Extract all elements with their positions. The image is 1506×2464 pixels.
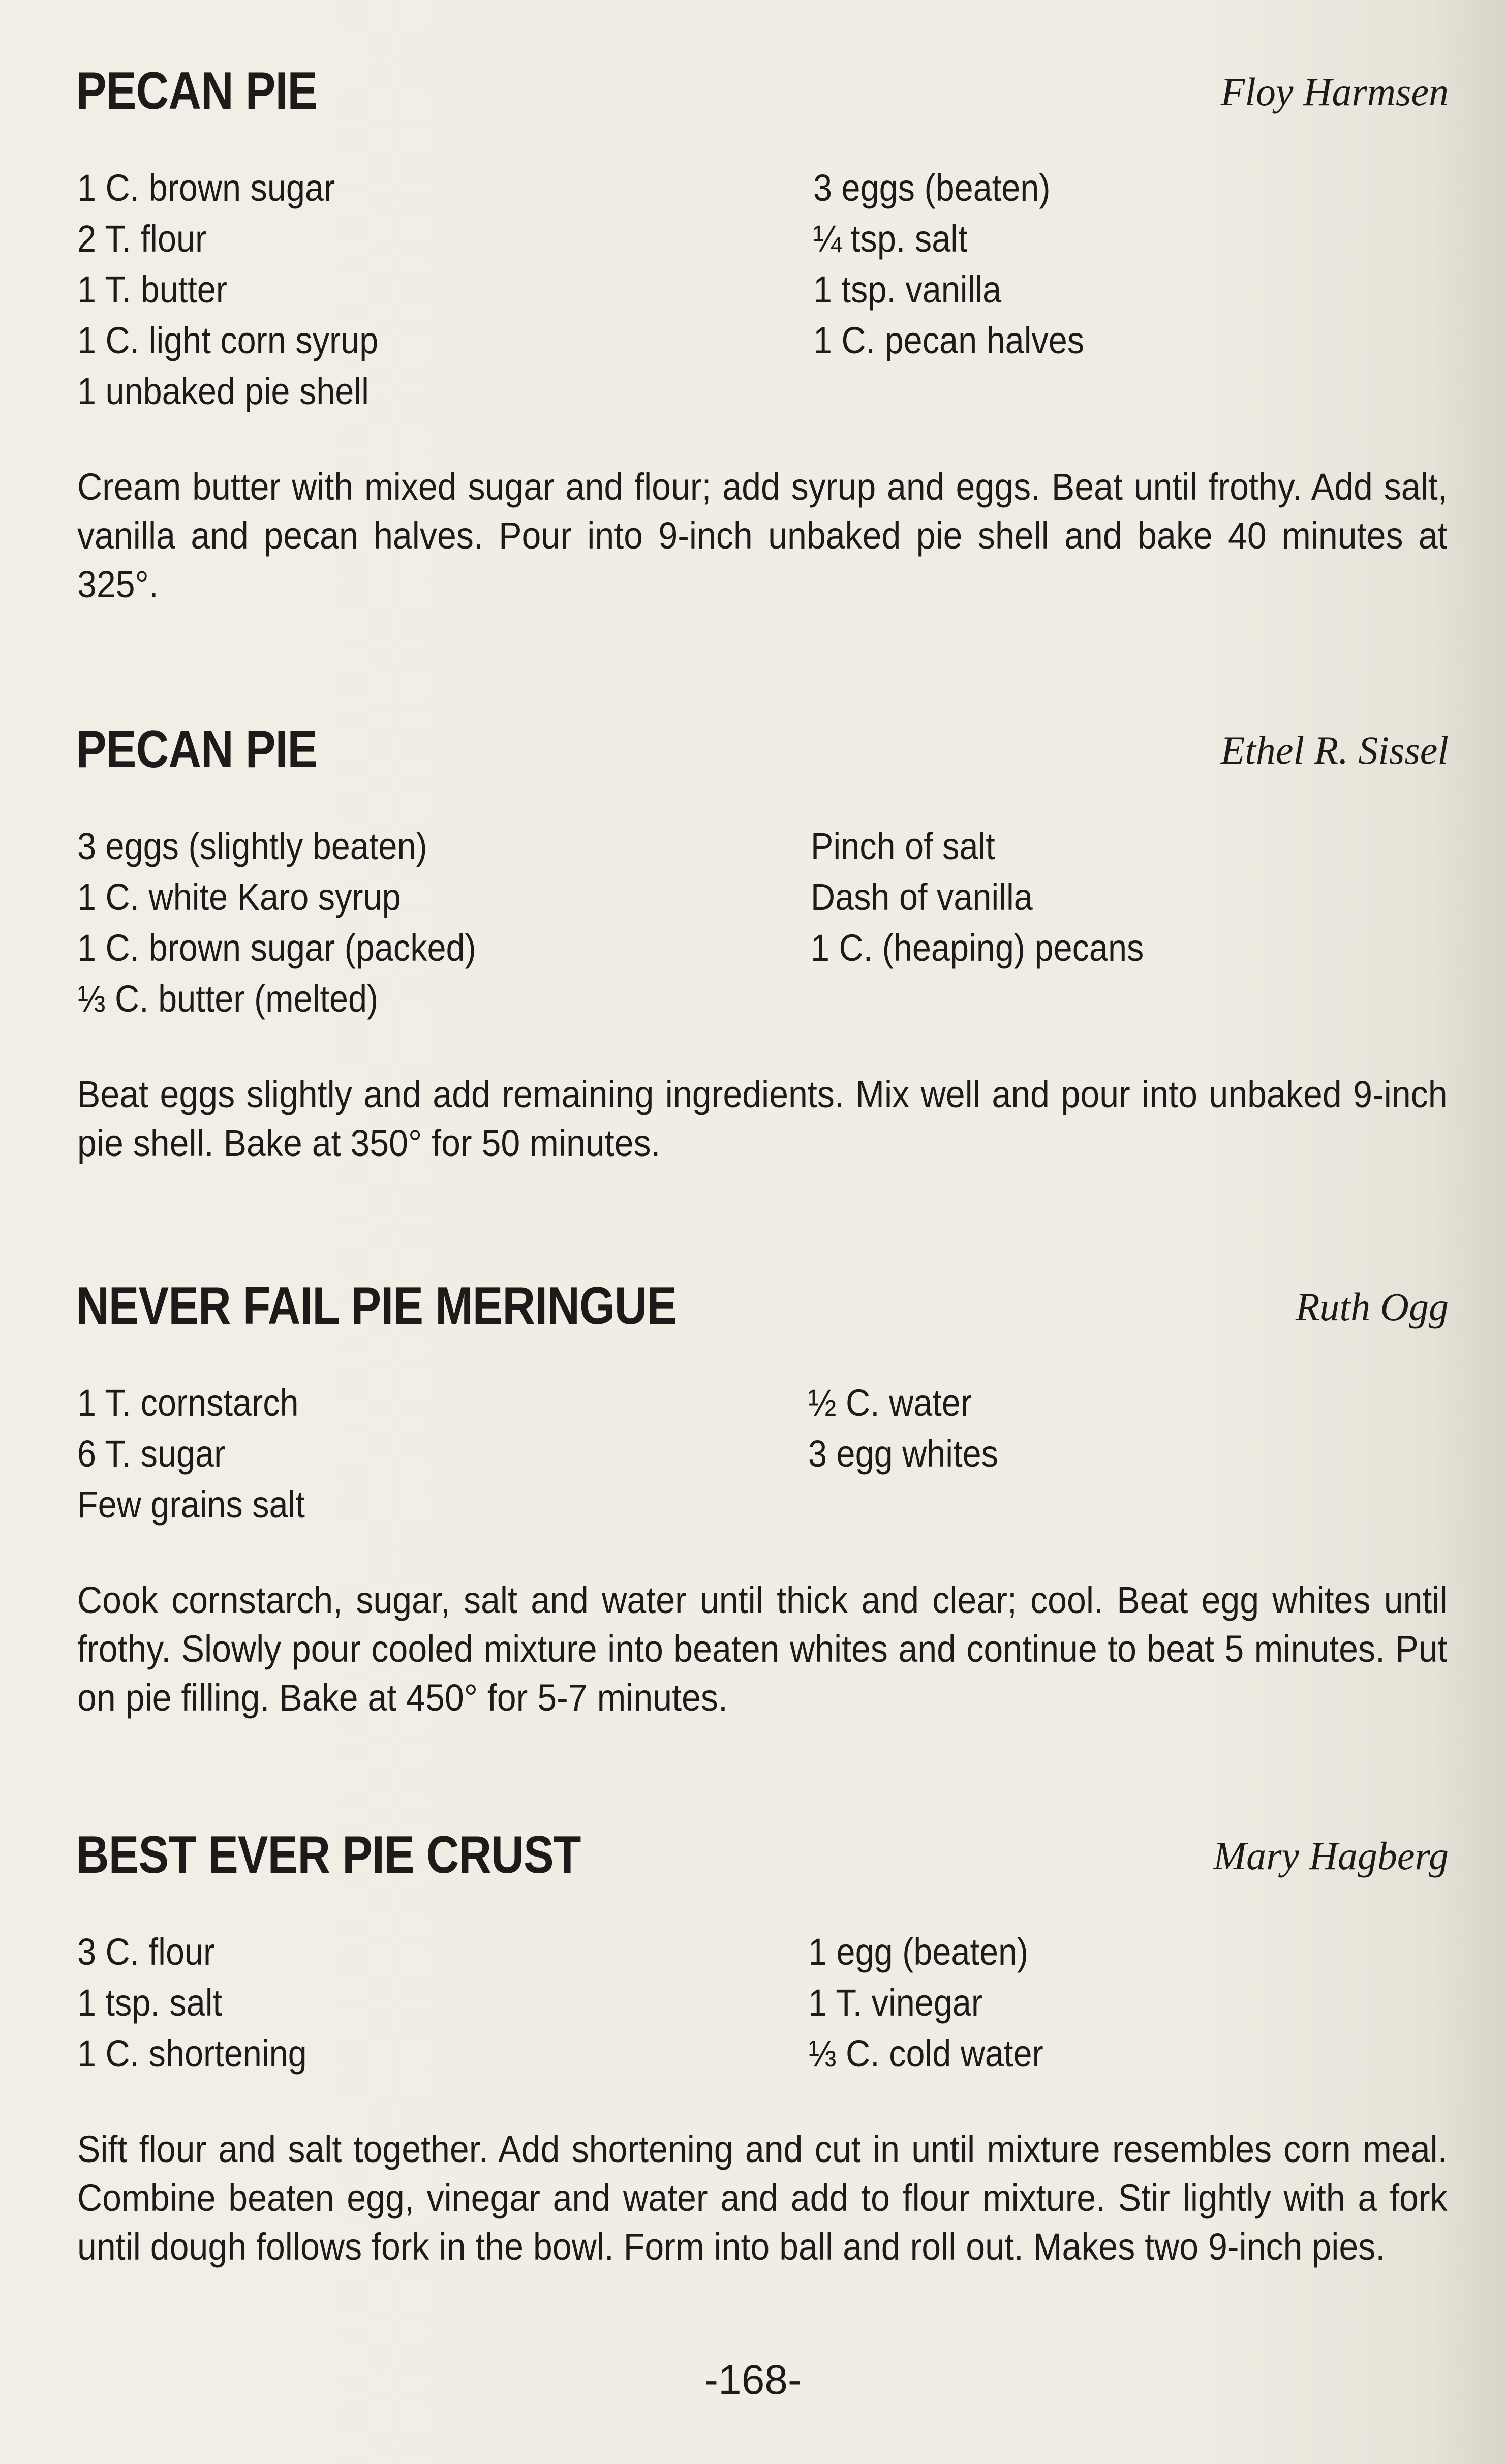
recipe-header xyxy=(76,1276,1449,1347)
recipe-best-ever-pie-crust xyxy=(76,1825,1449,2268)
ingredient: 6 T. sugar xyxy=(77,1433,226,1475)
recipe-pecan-pie-sissel xyxy=(76,719,1449,1164)
ingredients-right xyxy=(808,1378,1020,1479)
recipe-title: PECAN PIE xyxy=(76,720,318,779)
page-number: -168- xyxy=(704,2357,802,2403)
recipe-author: Mary Hagberg xyxy=(1213,1834,1449,1878)
ingredient: 3 eggs (beaten) xyxy=(813,167,1051,209)
recipe-directions xyxy=(77,1576,1448,1722)
ingredients-left xyxy=(77,1927,332,2079)
ingredient: 3 egg whites xyxy=(808,1433,998,1475)
ingredient: 1 C. brown sugar xyxy=(77,167,335,209)
recipe-title: PECAN PIE xyxy=(76,62,318,120)
ingredient: 1 C. shortening xyxy=(77,2032,307,2075)
directions-text: Cook cornstarch, sugar, salt and water until thick and clear; cool. Beat egg whites until frothy. Slowly pour cooled mixture into beaten whites and continue to beat 5 minutes. Put on pie filling. Bake at 450° for 5-7 minutes. xyxy=(77,1579,1448,1719)
ingredients-left xyxy=(77,163,412,417)
ingredient: ⅓ C. butter (melted) xyxy=(77,978,379,1020)
ingredient: 2 T. flour xyxy=(77,218,207,260)
ingredients xyxy=(76,163,1449,417)
ingredient: Few grains salt xyxy=(77,1483,305,1526)
ingredient: 1 T. cornstarch xyxy=(77,1382,299,1424)
ingredient: 1 C. (heaping) pecans xyxy=(811,927,1144,969)
ingredient: ¼ tsp. salt xyxy=(813,218,968,260)
ingredient: 1 C. white Karo syrup xyxy=(77,876,401,918)
recipe-author: Ruth Ogg xyxy=(1295,1285,1449,1329)
ingredient: 1 T. vinegar xyxy=(808,1982,983,2024)
ingredients xyxy=(76,1927,1449,2079)
directions-text: Sift flour and salt together. Add shortening and cut in until mixture resembles corn meal. Combine beaten egg, vinegar and water and add to flour mixture. Stir lightly with a fork until dough follows fork in the bowl. Form into ball and roll out. Makes two 9-inch pies. xyxy=(77,2128,1448,2268)
ingredient: ½ C. water xyxy=(808,1382,972,1424)
recipe-title: BEST EVER PIE CRUST xyxy=(76,1826,581,1884)
ingredient: 1 egg (beaten) xyxy=(808,1931,1029,1973)
recipe-never-fail-pie-meringue xyxy=(76,1276,1449,1719)
ingredient: 3 eggs (slightly beaten) xyxy=(77,825,427,867)
directions-text: Beat eggs slightly and add remaining ingredients. Mix well and pour into unbaked 9-inch pie shell. Bake at 350° for 50 minutes. xyxy=(77,1073,1448,1164)
ingredient: 1 C. light corn syrup xyxy=(77,319,379,361)
recipe-header xyxy=(76,1825,1449,1896)
ingredient: Pinch of salt xyxy=(811,825,995,867)
recipe-header xyxy=(76,719,1449,790)
ingredient: 1 tsp. vanilla xyxy=(813,268,1002,311)
ingredients-left xyxy=(77,821,520,1024)
recipe-pecan-pie-harmsen xyxy=(76,61,1449,605)
ingredients-right xyxy=(808,1927,1069,2079)
recipe-directions xyxy=(77,2125,1448,2271)
ingredients-left xyxy=(77,1378,330,1530)
ingredient: Dash of vanilla xyxy=(811,876,1033,918)
recipe-author: Floy Harmsen xyxy=(1220,70,1449,114)
ingredients-right xyxy=(813,163,1114,366)
ingredient: ⅓ C. cold water xyxy=(808,2032,1043,2075)
ingredients-right xyxy=(811,821,1181,974)
ingredient: 1 unbaked pie shell xyxy=(77,370,369,412)
recipe-directions xyxy=(77,1070,1448,1168)
directions-text: Cream butter with mixed sugar and flour; add syrup and eggs. Beat until frothy. Add salt, vanilla and pecan halves. Pour into 9-inch unbaked pie shell and bake 40 minutes at 325°. xyxy=(77,466,1448,605)
ingredients xyxy=(76,1378,1449,1530)
recipe-title: NEVER FAIL PIE MERINGUE xyxy=(76,1276,677,1335)
ingredient: 1 tsp. salt xyxy=(77,1982,223,2024)
ingredients xyxy=(76,821,1449,1024)
ingredient: 1 C. brown sugar (packed) xyxy=(77,927,476,969)
ingredient: 3 C. flour xyxy=(77,1931,215,1973)
recipe-directions xyxy=(77,463,1448,609)
recipe-author: Ethel R. Sissel xyxy=(1220,728,1449,772)
ingredient: 1 C. pecan halves xyxy=(813,319,1085,361)
ingredient: 1 T. butter xyxy=(77,268,227,311)
recipe-header xyxy=(76,61,1449,132)
